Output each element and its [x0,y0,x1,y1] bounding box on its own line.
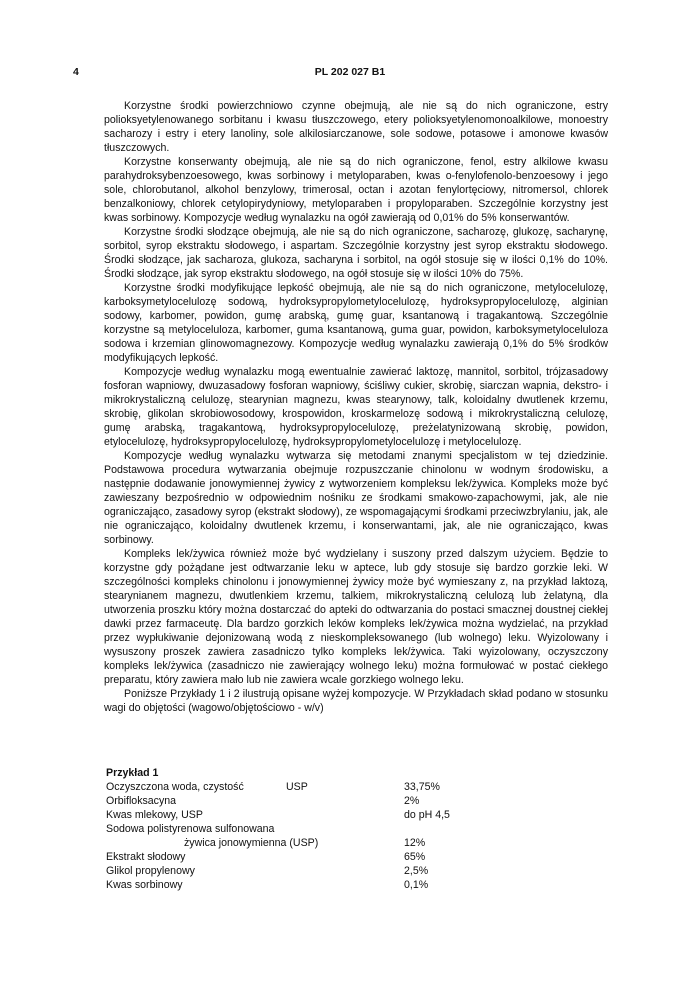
paragraph: Korzystne konserwanty obejmują, ale nie są do nich ograniczone, fenol, estry alkilowe kwasu parahydroksybenzoesowego, kwas sorbinowy i metyloparaben, kwas o-fenylofenolo-benzoesowy i jego sole, chlorobutanol, alkohol benzylowy, trimerosal, octan i azotan fenylortęciowy, nitromersol, chlorek benzalkoniowy, chlorek cetylopirydyniowy, metyloparaben i propyloparaben. Szczególnie korzystny jest kwas sorbinowy. Kompozycje według wynalazku na ogół zawierają od 0,01% do 5% konserwantów. [104,156,608,224]
ingredient-name: Kwas sorbinowy [106,879,183,891]
paragraph: Poniższe Przykłady 1 i 2 ilustrują opisane wyżej kompozycje. W Przykładach skład podano w stosunku wagi do objętości (wagowo/objętościowo - w/v) [104,688,608,714]
paragraph: Kompozycje według wynalazku mogą ewentualnie zawierać laktozę, mannitol, sorbitol, trójzasadowy fosforan wapniowy, dwuzasadowy fosforan wapniowy, ściśliwy cukier, skrobię, siarczan wapnia, dekstro- i mikrokrystaliczną celulozę, stearynian magnezu, kwas stearynowy, talk, koloidalny dwutlenek krzemu, skrobię, glikolan skrobiowosodowy, krospowidon, kroskarmelozę sodową i mikrokrystaliczną celulozę, gumę arabską, tragakantową, hydroksypropylocelulozę, preżelatynizowaną skrobię, powidon, etylocelulozę, hydroksypropylocelulozę, hydroksypropylometylocelulozę i metylocelulozę. [104,366,608,448]
ingredient-amount: 0,1% [404,879,429,891]
ingredient-name: żywica jonowymienna (USP) [184,837,319,849]
example-title: Przykład 1 [106,767,159,779]
composition-row [106,850,506,864]
ingredient-amount: 12% [404,837,426,849]
composition-row [106,808,506,822]
ingredient-amount: 65% [404,851,426,863]
ingredient-name: Oczyszczona woda, czystość [106,781,244,793]
page-number: 4 [73,66,79,78]
example-1 [106,766,506,892]
ingredient-name: Ekstrakt słodowy [106,851,186,863]
ingredient-standard: USP [286,781,308,793]
document-body [104,99,608,715]
ingredient-name: Orbifloksacyna [106,795,177,807]
ingredient-amount: do pH 4,5 [404,809,450,821]
ingredient-amount: 33,75% [404,781,440,793]
ingredient-name: Sodowa polistyrenowa sulfonowana [106,823,275,835]
paragraph: Korzystne środki słodzące obejmują, ale nie są do nich ograniczone, sacharozę, glukozę, sacharynę, sorbitol, syrop ekstraktu słodowego, i aspartam. Szczególnie korzystny jest syrop ekstraktu słodowego. Środki słodzące, jak sacharoza, glukoza, sacharyna i sorbitol, na ogół stosuje się w ilości 0,1% do 10%. Środki słodzące, jak syrop ekstraktu słodowego, na ogół stosuje się w ilości 10% do 75%. [104,226,608,280]
ingredient-name: Kwas mlekowy, USP [106,809,203,821]
composition-row [106,864,506,878]
composition-row [106,836,506,850]
paragraph: Korzystne środki modyfikujące lepkość obejmują, ale nie są do nich ograniczone, metylocelulozę, karboksymetylocelulozę sodową, hydroksypropylometylocelulozę, hydroksypropylocelulozę, alginian sodowy, karbomer, powidon, gumę arabską, gumę guar, ksantanową i tragakantową. Szczególnie korzystne są metyloceluloza, karbomer, guma ksantanową, guma guar, powidon, karboksymetyloceluloza sodowa i krzemian glinowomagnezowy. Kompozycje według wynalazku zawierają 0,1% do 5% środków modyfikujących lepkość. [104,282,608,364]
paragraph: Korzystne środki powierzchniowo czynne obejmują, ale nie są do nich ograniczone, estry polioksyetylenowanego sorbitanu i kwasu tłuszczowego, etery polioksyetylenomonoalkilowe, monoestry sacharozy i estry i etery lanoliny, sole alkilosiarczanowe, sole sodowe, potasowe i amonowe kwasów tłuszczowych. [104,100,608,154]
composition-row [106,780,506,794]
composition-row [106,822,506,836]
paragraph: Kompleks lek/żywica również może być wydzielany i suszony przed dalszym użyciem. Będzie to korzystne gdy pożądane jest odtwarzanie leku w aptece, lub gdy stosuje się bardzo gorzkie leki. W szczególności kompleks chinolonu i jonowymiennej żywicy może być wymieszany z, na przykład laktozą, stearynianem magnezu, dwutlenkiem krzemu, talkiem, mikrokrystaliczną celulozą lub żelatyną, dla utworzenia proszku który można dostarczać do apteki do odtwarzania do postaci smacznej doustnej ciekłej dawki przez farmaceutę. Dla bardzo gorzkich leków kompleks lek/żywica można wydzielać, na przykład przez wypłukiwanie dejonizowaną wodą z nieskompleksowanego (lub wolnego) leku. Wyizolowany i wysuszony proszek zawiera zasadniczo tylko kompleks lek/żywica. Taki wyizolowany, oczyszczony kompleks lek/żywica (zasadniczo nie zawierający wolnego leku) można formułować w postać ciekłego preparatu, który zawiera mało lub nie zawiera wcale gorzkiego wolnego leku. [104,548,608,686]
ingredient-amount: 2% [404,795,420,807]
paragraph: Kompozycje według wynalazku wytwarza się metodami znanymi specjalistom w tej dziedzinie. Podstawowa procedura wytwarzania obejmuje rozpuszczanie chinolonu w wodnym środowisku, a następnie dodawanie jonowymiennej żywicy z wytworzeniem kompleksu lek/żywica. Kompleks może być zawieszany bezpośrednio w odpowiednim nośniku ze środkami smakowo-zapachowymi, jak, ale nie ograniczająco, zasadowy syrop (ekstrakt słodowy), ze wspomagającymi środkami przeciwzbrylaniu, jak, ale nie ograniczająco, koloidalny dwutlenek krzemu, i konserwantami, jak, ale nie ograniczająco, kwas sorbinowy. [104,450,608,546]
patent-number: PL 202 027 B1 [314,66,386,78]
composition-row [106,794,506,808]
composition-row [106,878,506,892]
ingredient-amount: 2,5% [404,865,429,877]
page-header [73,66,627,80]
ingredient-name: Glikol propylenowy [106,865,195,877]
